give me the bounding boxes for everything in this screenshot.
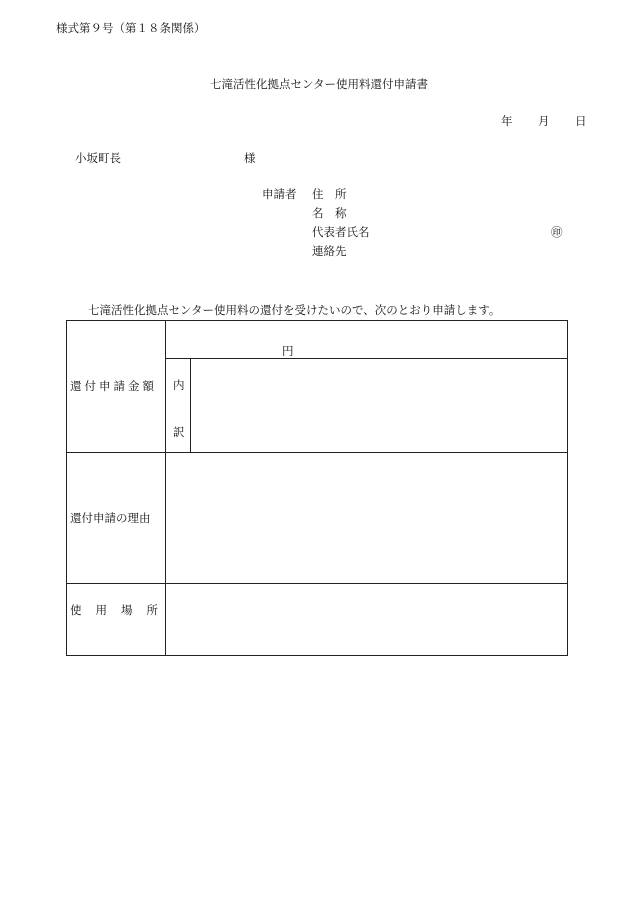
- contact-label: 連絡先: [312, 244, 347, 258]
- row-divider-amount: [166, 358, 567, 359]
- reason-input[interactable]: [167, 454, 565, 582]
- addressee-honorific: 様: [244, 151, 256, 165]
- yen-unit: 円: [282, 344, 294, 358]
- seal-mark: ㊞: [551, 225, 563, 239]
- address-label: 住 所: [312, 187, 347, 201]
- place-input[interactable]: [167, 585, 565, 655]
- date-year: 年: [501, 114, 513, 128]
- date-day: 日: [575, 114, 587, 128]
- form-number: 様式第９号（第１８条関係）: [56, 21, 206, 35]
- breakdown-divider: [190, 358, 191, 452]
- addressee-name: 小坂町長: [75, 151, 121, 165]
- name-label: 名 称: [312, 206, 347, 220]
- breakdown-char-2: 訳: [173, 425, 185, 439]
- breakdown-input[interactable]: [192, 360, 565, 451]
- applicant-label: 申請者: [262, 187, 297, 201]
- amount-input[interactable]: [167, 322, 565, 357]
- reason-label: 還付申請の理由: [70, 511, 151, 525]
- representative-label: 代表者氏名: [312, 225, 370, 239]
- row-divider-reason: [67, 452, 567, 453]
- date-month: 月: [538, 114, 550, 128]
- place-label: 使用場所: [70, 603, 172, 617]
- breakdown-char-1: 内: [173, 378, 185, 392]
- row-divider-place: [67, 583, 567, 584]
- refund-amount-label: 還付申請金額: [70, 379, 157, 393]
- intro-text: 七滝活性化拠点センター使用料の還付を受けたいので、次のとおり申請します。: [88, 303, 501, 317]
- document-title: 七滝活性化拠点センター使用料還付申請書: [210, 77, 429, 91]
- application-table: [66, 320, 568, 656]
